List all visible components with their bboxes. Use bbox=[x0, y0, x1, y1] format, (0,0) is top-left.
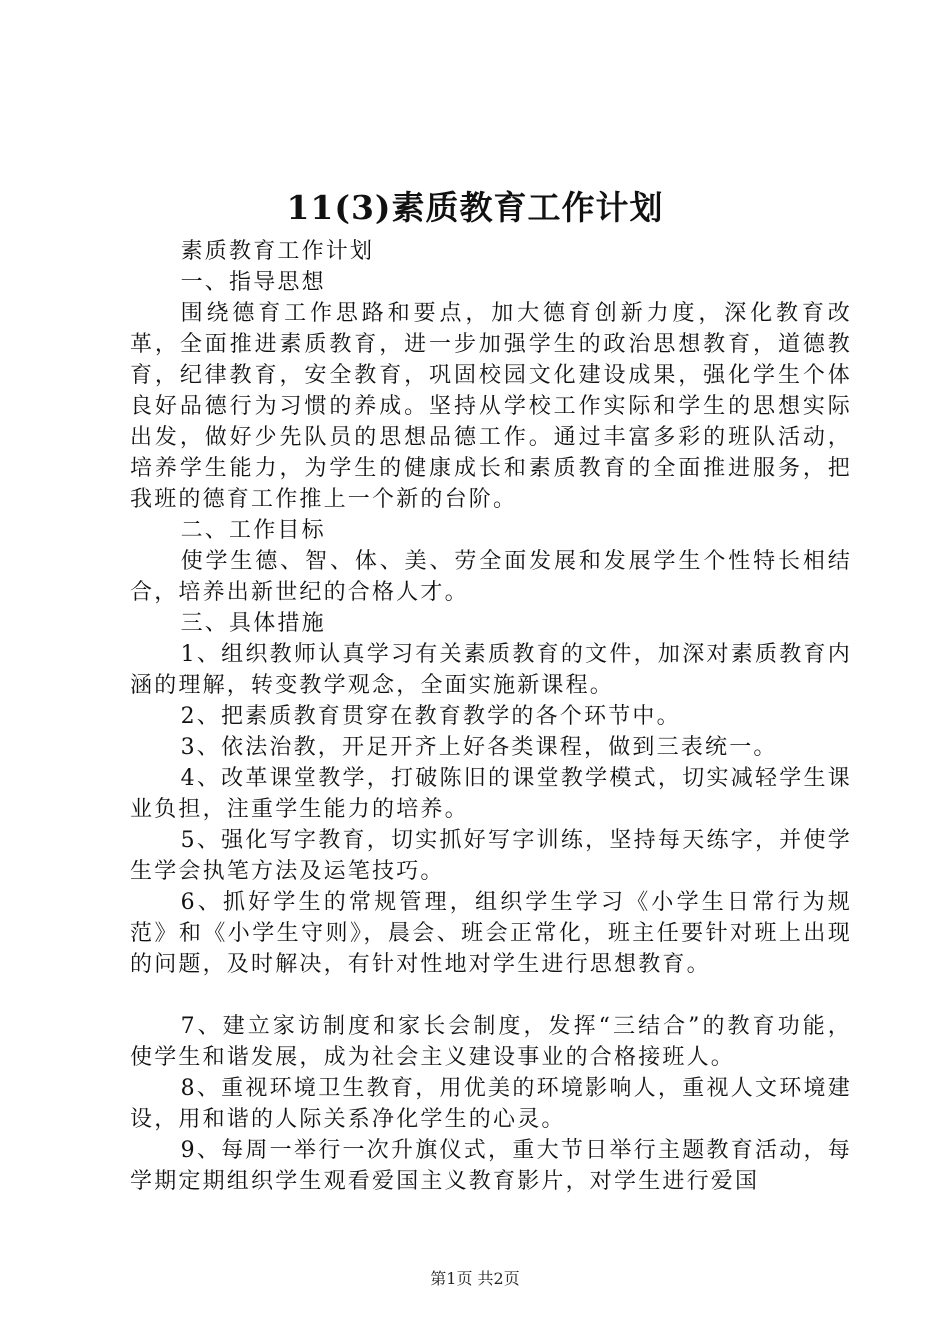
subtitle-paragraph: 素质教育工作计划 bbox=[180, 239, 375, 264]
measure-item: 9、每周一举行一次升旗仪式，重大节日举行主题教育活动，每学期定期组织学生观看爱国主义教育影片，对学生进行爱国 bbox=[130, 1138, 852, 1194]
measure-item: 6、抓好学生的常规管理，组织学生学习《小学生日常行为规范》和《小学生守则》，晨会、班会正常化，班主任要针对班上出现的问题，及时解决，有针对性地对学生进行思想教育。 bbox=[130, 890, 852, 977]
measure-item: 3、依法治教，开足开齐上好各类课程，做到三表统一。 bbox=[180, 735, 778, 760]
measure-item: 4、改革课堂教学，打破陈旧的课堂教学模式，切实减轻学生课业负担，注重学生能力的培养。 bbox=[130, 766, 852, 822]
section-heading-guiding-ideology: 一、指导思想 bbox=[180, 270, 326, 295]
document-body bbox=[130, 236, 852, 1197]
measure-item: 2、把素质教育贯穿在教育教学的各个环节中。 bbox=[180, 704, 681, 729]
measure-item: 5、强化写字教育，切实抓好写字训练，坚持每天练字，并使学生学会执笔方法及运笔技巧。 bbox=[130, 828, 852, 884]
measure-item: 7、建立家访制度和家长会制度，发挥“三结合”的教育功能，使学生和谐发展，成为社会主义建设事业的合格接班人。 bbox=[130, 1014, 852, 1070]
body-paragraph: 围绕德育工作思路和要点，加大德育创新力度，深化教育改革，全面推进素质教育，进一步加强学生的政治思想教育，道德教育，纪律教育，安全教育，巩固校园文化建设成果，强化学生个体良好品德行为习惯的养成。坚持从学校工作实际和学生的思想实际出发，做好少先队员的思想品德工作。通过丰富多彩的班队活动，培养学生能力，为学生的健康成长和素质教育的全面推进服务，把我班的德育工作推上一个新的台阶。 bbox=[130, 301, 852, 512]
document-title: 11(3)素质教育工作计划 bbox=[286, 188, 664, 227]
body-paragraph: 使学生德、智、体、美、劳全面发展和发展学生个性特长相结合，培养出新世纪的合格人才。 bbox=[130, 549, 852, 605]
page-footer: 第1页 共2页 bbox=[430, 1269, 520, 1288]
section-heading-measures: 三、具体措施 bbox=[180, 611, 326, 636]
measure-item: 1、组织教师认真学习有关素质教育的文件，加深对素质教育内涵的理解，转变教学观念，全面实施新课程。 bbox=[130, 642, 852, 698]
section-heading-work-goals: 二、工作目标 bbox=[180, 518, 326, 543]
measure-item: 8、重视环境卫生教育，用优美的环境影响人，重视人文环境建设，用和谐的人际关系净化学生的心灵。 bbox=[130, 1076, 852, 1132]
